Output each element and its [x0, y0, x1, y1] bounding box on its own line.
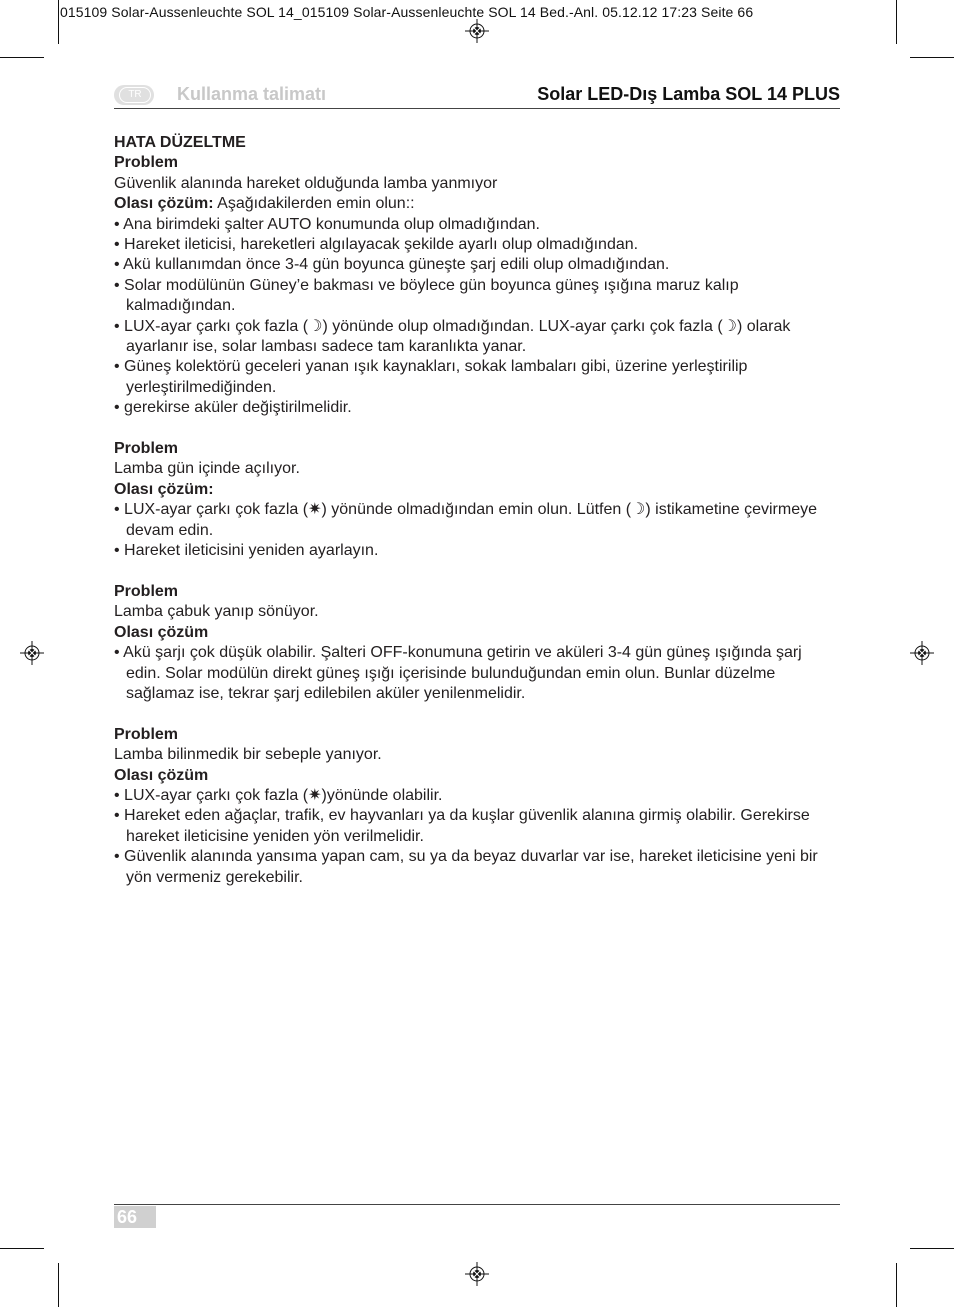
print-slug: 015109 Solar-Aussenleuchte SOL 14_015109 Solar-Aussenleuchte SOL 14 Bed.-Anl. 05.12.12 17:23 Seite 66 — [60, 4, 754, 20]
problem-label: Problem — [114, 440, 179, 458]
list-item: • Ana birimdeki şalter AUTO konumunda olup olmadığından. — [114, 215, 540, 233]
solution-label: Olası çözüm — [114, 766, 209, 784]
problem-block-2 — [114, 439, 840, 561]
troubleshooting-content — [114, 133, 840, 888]
crop-mark-top-left-v — [58, 0, 59, 44]
crop-mark-top-right-v — [896, 0, 897, 44]
solution-intro: Aşağıdakilerden emin olun:: — [213, 195, 415, 213]
list-item: • Güneş kolektörü geceleri yanan ışık kaynakları, sokak lambaları gibi, üzerine yerleştirilip yerleştirilmediğinden. — [114, 358, 748, 396]
header-divider — [114, 108, 840, 109]
spacer — [114, 562, 840, 582]
page-number: 66 — [114, 1206, 156, 1228]
list-item: • LUX-ayar çarkı çok fazla (✷) yönünde olmadığından emin olun. Lütfen (☽) istikametine çevirmeye devam edin. — [114, 501, 817, 539]
crop-mark-bottom-right-h — [910, 1248, 954, 1249]
crop-mark-top-left-h — [0, 57, 44, 58]
problem-text: Lamba gün içinde açılıyor. — [114, 460, 300, 478]
problem-text: Güvenlik alanında hareket olduğunda lamba yanmıyor — [114, 174, 498, 192]
list-item: • Güvenlik alanında yansıma yapan cam, su ya da beyaz duvarlar var ise, hareket ileticisine yeni bir yön vermeniz gerekebilir. — [114, 848, 818, 886]
registration-mark-left-icon — [20, 641, 44, 665]
crop-mark-bottom-right-v — [896, 1263, 897, 1307]
problem-label: Problem — [114, 582, 179, 600]
list-item: • gerekirse aküler değiştirilmelidir. — [114, 399, 352, 417]
spacer — [114, 704, 840, 724]
list-item: • LUX-ayar çarkı çok fazla (☽) yönünde olup olmadığından. LUX-ayar çarkı çok fazla (☽) olarak ayarlanır ise, solar lambası sadece tam karanlıkta yanar. — [114, 317, 791, 356]
language-tag — [114, 85, 154, 105]
solution-line — [114, 194, 840, 214]
list-item: • Hareket ileticisini yeniden ayarlayın. — [114, 542, 379, 560]
list-item: • LUX-ayar çarkı çok fazla (✷)yönünde olabilir. — [114, 786, 443, 804]
solution-label: Olası çözüm — [114, 623, 209, 641]
registration-mark-top-icon — [465, 19, 489, 43]
list-item: • Solar modülünün Güney’e bakması ve böylece gün boyunca güneş ışığına maruz kalıp kalmadığından. — [114, 276, 739, 315]
language-tag-label: TR — [119, 87, 151, 103]
section-title: Kullanma talimatı — [177, 84, 327, 104]
list-item: • Akü kullanımdan önce 3-4 gün boyunca güneşte şarj edili olup olmadığından. — [114, 256, 670, 274]
solution-label: Olası çözüm: — [114, 480, 214, 498]
list-item: • Hareket eden ağaçlar, trafik, ev hayvanları ya da kuşlar güvenlik alanına girmiş olabilir. Gerekirse hareket ileticisine yeniden yön verilmelidir. — [114, 807, 810, 845]
problem-block-3 — [114, 582, 840, 704]
list-item: • Hareket ileticisi, hareketleri algılayacak şekilde ayarlı olup olmadığından. — [114, 236, 639, 254]
crop-mark-bottom-left-v — [58, 1263, 59, 1307]
problem-label: Problem — [114, 725, 179, 743]
solution-label: Olası çözüm: — [114, 195, 214, 213]
troubleshooting-heading: HATA DÜZELTME — [114, 134, 246, 151]
list-item: • Akü şarjı çok düşük olabilir. Şalteri OFF-konumuna getirin ve aküleri 3-4 gün güneş ışığında şarj edin. Solar modülün direkt güneş ışığı içerisinde bulunduğundan emin olun. Bunlar düzelme sağlamaz ise, tekrar şarj edilebilen aküler yenilenmelidir. — [114, 644, 802, 702]
problem-block-1 — [114, 153, 840, 418]
problem-block-4 — [114, 725, 840, 888]
spacer — [114, 419, 840, 439]
crop-mark-top-right-h — [910, 57, 954, 58]
crop-mark-bottom-left-h — [0, 1248, 44, 1249]
problem-text: Lamba bilinmedik bir sebeple yanıyor. — [114, 746, 382, 764]
registration-mark-bottom-icon — [465, 1262, 489, 1286]
registration-mark-right-icon — [910, 641, 934, 665]
problem-label: Problem — [114, 154, 179, 172]
product-title: Solar LED-Dış Lamba SOL 14 PLUS — [537, 84, 840, 104]
problem-text: Lamba çabuk yanıp sönüyor. — [114, 603, 319, 621]
footer-divider — [114, 1204, 840, 1205]
